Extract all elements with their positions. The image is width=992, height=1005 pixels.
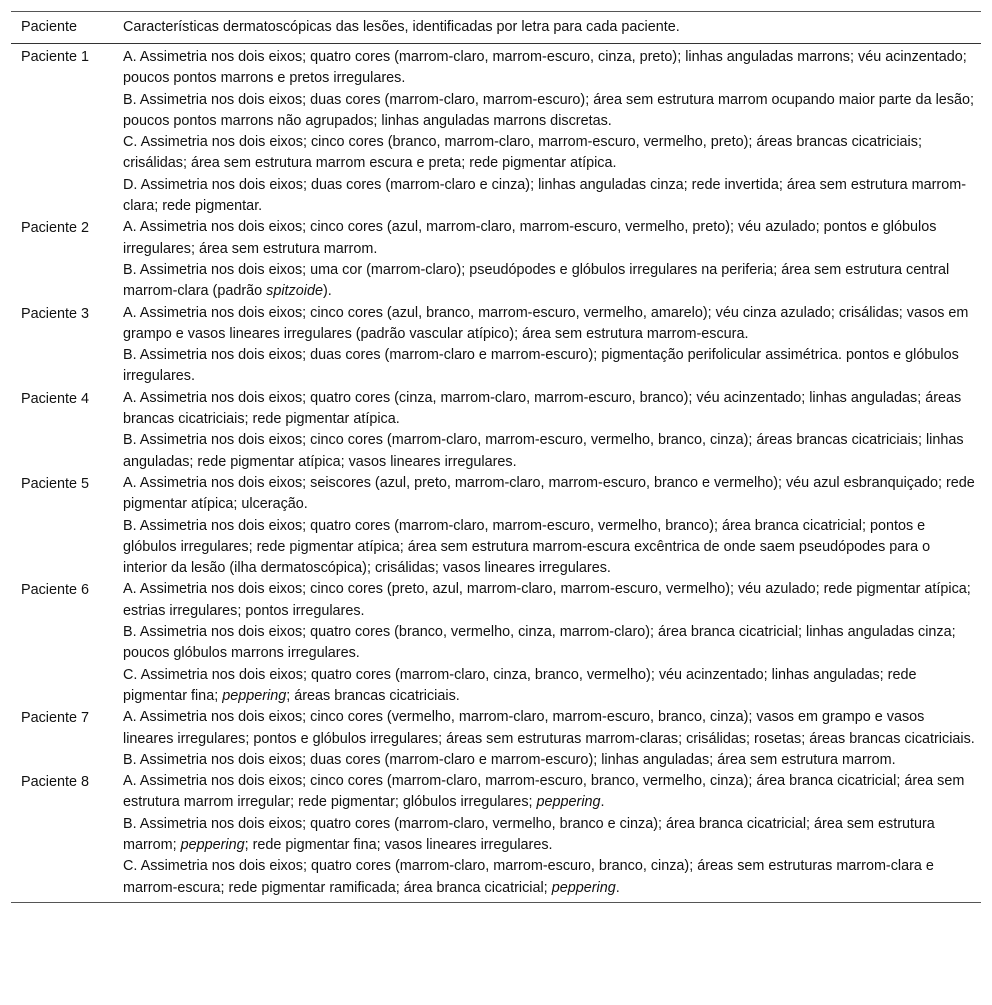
lesion-text: A. Assimetria nos dois eixos; quatro cores (cinza, marrom-claro, marrom-escuro, branco); véu acinzentado; linhas anguladas; áreas brancas cicatriciais; rede pigmentar atípica.	[123, 389, 962, 428]
lesion-text: B. Assimetria nos dois eixos; quatro cores (branco, vermelho, cinza, marrom-claro); área branca cicatricial; linhas anguladas cinza; poucos glóbulos marrons irregulares.	[123, 624, 956, 662]
patient-cell: Paciente 8	[21, 774, 90, 791]
patient-cell: Paciente 1	[21, 49, 90, 65]
lesion-italic-term: peppering	[222, 687, 287, 704]
lesion-entry	[123, 175, 975, 218]
lesion-text: B. Assimetria nos dois eixos; duas cores (marrom-claro e marrom-escuro); linhas anguladas; área sem estrutura marrom.	[123, 751, 896, 768]
lesion-text: A. Assimetria nos dois eixos; quatro cores (marrom-claro, marrom-escuro, cinza, preto); linhas anguladas marrons; véu acinzentado; poucos pontos marrons e pretos irregulares.	[123, 49, 967, 87]
lesion-text: A. Assimetria nos dois eixos; cinco cores (azul, branco, marrom-escuro, vermelho, amarelo); véu cinza azulado; crisálidas; vasos em grampo e vasos lineares irregulares (padrão vascular atípico); área sem estrutura marrom-escura.	[123, 304, 969, 342]
table-row	[11, 771, 981, 902]
features-cell	[113, 707, 981, 771]
lesion-italic-term: peppering	[551, 879, 616, 896]
lesion-entry	[123, 622, 975, 665]
lesion-entry	[123, 345, 975, 388]
lesion-entry	[123, 665, 975, 708]
header-row	[11, 12, 981, 44]
lesion-entry	[123, 47, 975, 90]
lesion-text: D. Assimetria nos dois eixos; duas cores (marrom-claro e cinza); linhas anguladas cinza; rede invertida; área sem estrutura marrom-clara; rede pigmentar.	[123, 176, 966, 215]
table-row	[11, 473, 981, 579]
table-row	[11, 217, 981, 302]
table	[11, 12, 981, 902]
patient-cell: Paciente 7	[21, 710, 90, 727]
table-row	[11, 579, 981, 707]
lesion-text-after: .	[615, 879, 620, 896]
lesion-text: B. Assimetria nos dois eixos; cinco cores (marrom-claro, marrom-escuro, vermelho, branco, cinza); áreas brancas cicatriciais; linhas anguladas; rede pigmentar atípica; vasos lineares irregulares.	[123, 432, 964, 470]
lesion-text: B. Assimetria nos dois eixos; quatro cores (marrom-claro, vermelho, branco e cinza); área branca cicatricial; área sem estrutura marrom;	[123, 815, 935, 853]
table-row	[11, 388, 981, 473]
patient-cell: Paciente 6	[21, 582, 90, 599]
table-row	[11, 44, 981, 218]
lesion-text: C. Assimetria nos dois eixos; quatro cores (marrom-claro, cinza, branco, vermelho); véu acinzentado; linhas anguladas; rede pigmentar fina;	[123, 666, 917, 704]
lesion-entry	[123, 516, 975, 580]
lesion-entry	[123, 260, 975, 303]
lesion-entry	[123, 473, 975, 516]
features-cell	[113, 579, 981, 707]
lesion-text: A. Assimetria nos dois eixos; cinco cores (marrom-claro, marrom-escuro, branco, vermelho, cinza); área branca cicatricial; área sem estrutura marrom irregular; rede pigmentar; glóbulos irregulares;	[123, 773, 965, 811]
lesion-text-after: ).	[322, 283, 332, 300]
lesion-text: B. Assimetria nos dois eixos; quatro cores (marrom-claro, marrom-escuro, vermelho, branco); área branca cicatricial; pontos e glóbulos irregulares; rede pigmentar atípica; área sem estrutura marrom-escura excêntrica de onde saem pseudópodes para o interior da lesão (ilha dermatoscópica); crisálidas; vasos lineares irregulares.	[123, 517, 931, 577]
lesion-text: A. Assimetria nos dois eixos; seiscores (azul, preto, marrom-claro, marrom-escuro, branco e vermelho); véu azul esbranquiçado; rede pigmentar atípica; ulceração.	[123, 474, 975, 513]
features-cell	[113, 44, 981, 218]
header-patient: Paciente	[11, 12, 113, 44]
lesion-entry	[123, 90, 975, 133]
table-row	[11, 303, 981, 388]
lesion-entry	[123, 579, 975, 622]
table-row	[11, 707, 981, 771]
lesion-entry	[123, 707, 975, 750]
lesion-entry	[123, 303, 975, 346]
dermoscopy-table	[11, 11, 981, 903]
features-cell	[113, 771, 981, 902]
lesion-italic-term: peppering	[536, 794, 601, 811]
lesion-entry	[123, 430, 975, 473]
lesion-text: B. Assimetria nos dois eixos; duas cores (marrom-claro e marrom-escuro); pigmentação perifolicular assimétrica. pontos e glóbulos irregulares.	[123, 347, 959, 385]
lesion-text: C. Assimetria nos dois eixos; cinco cores (branco, marrom-claro, marrom-escuro, vermelho, preto); áreas brancas cicatriciais; crisálidas; área sem estrutura marrom escura e preta; rede pigmentar atípica.	[123, 134, 922, 172]
features-cell	[113, 303, 981, 388]
table-body	[11, 44, 981, 902]
lesion-text: A. Assimetria nos dois eixos; cinco cores (preto, azul, marrom-claro, marrom-escuro, vermelho); véu azulado; rede pigmentar atípica; estrias irregulares; pontos irregulares.	[123, 581, 971, 619]
lesion-entry	[123, 856, 975, 899]
features-cell	[113, 388, 981, 473]
lesion-entry	[123, 217, 975, 260]
header-features: Características dermatoscópicas das lesões, identificadas por letra para cada paciente.	[113, 12, 981, 44]
lesion-text: A. Assimetria nos dois eixos; cinco cores (vermelho, marrom-claro, marrom-escuro, branco, cinza); vasos em grampo e vasos lineares irregulares; pontos e glóbulos irregulares; áreas sem estruturas marrom-claras; crisálidas; rosetas; áreas brancas cicatriciais.	[123, 709, 975, 747]
features-cell	[113, 473, 981, 579]
lesion-entry	[123, 388, 975, 431]
patient-cell: Paciente 5	[21, 475, 90, 492]
lesion-text-after: ; rede pigmentar fina; vasos lineares irregulares.	[244, 836, 553, 853]
lesion-text: A. Assimetria nos dois eixos; cinco cores (azul, marrom-claro, marrom-escuro, vermelho, preto); véu azulado; pontos e glóbulos irregulares; área sem estrutura marrom.	[123, 219, 937, 257]
lesion-entry	[123, 132, 975, 175]
lesion-text: C. Assimetria nos dois eixos; quatro cores (marrom-claro, marrom-escuro, branco, cinza); áreas sem estruturas marrom-clara e marrom-escura; rede pigmentar ramificada; área branca cicatricial;	[123, 858, 934, 896]
lesion-text: B. Assimetria nos dois eixos; duas cores (marrom-claro, marrom-escuro); área sem estrutura marrom ocupando maior parte da lesão; poucos pontos marrons não agrupados; linhas anguladas marrons discretas.	[123, 91, 974, 129]
lesion-text: B. Assimetria nos dois eixos; uma cor (marrom-claro); pseudópodes e glóbulos irregulares na periferia; área sem estrutura central marrom-clara (padrão	[123, 261, 950, 300]
lesion-text-after: ; áreas brancas cicatriciais.	[286, 687, 460, 704]
patient-cell: Paciente 3	[21, 305, 90, 322]
lesion-entry	[123, 750, 975, 771]
table-header	[11, 12, 981, 44]
lesion-entry	[123, 814, 975, 857]
lesion-text-after: .	[600, 794, 605, 811]
lesion-italic-term: peppering	[180, 836, 245, 853]
features-cell	[113, 217, 981, 302]
lesion-italic-term: spitzoide	[266, 283, 323, 300]
lesion-entry	[123, 771, 975, 814]
patient-cell: Paciente 2	[21, 220, 90, 237]
patient-cell: Paciente 4	[21, 390, 90, 407]
